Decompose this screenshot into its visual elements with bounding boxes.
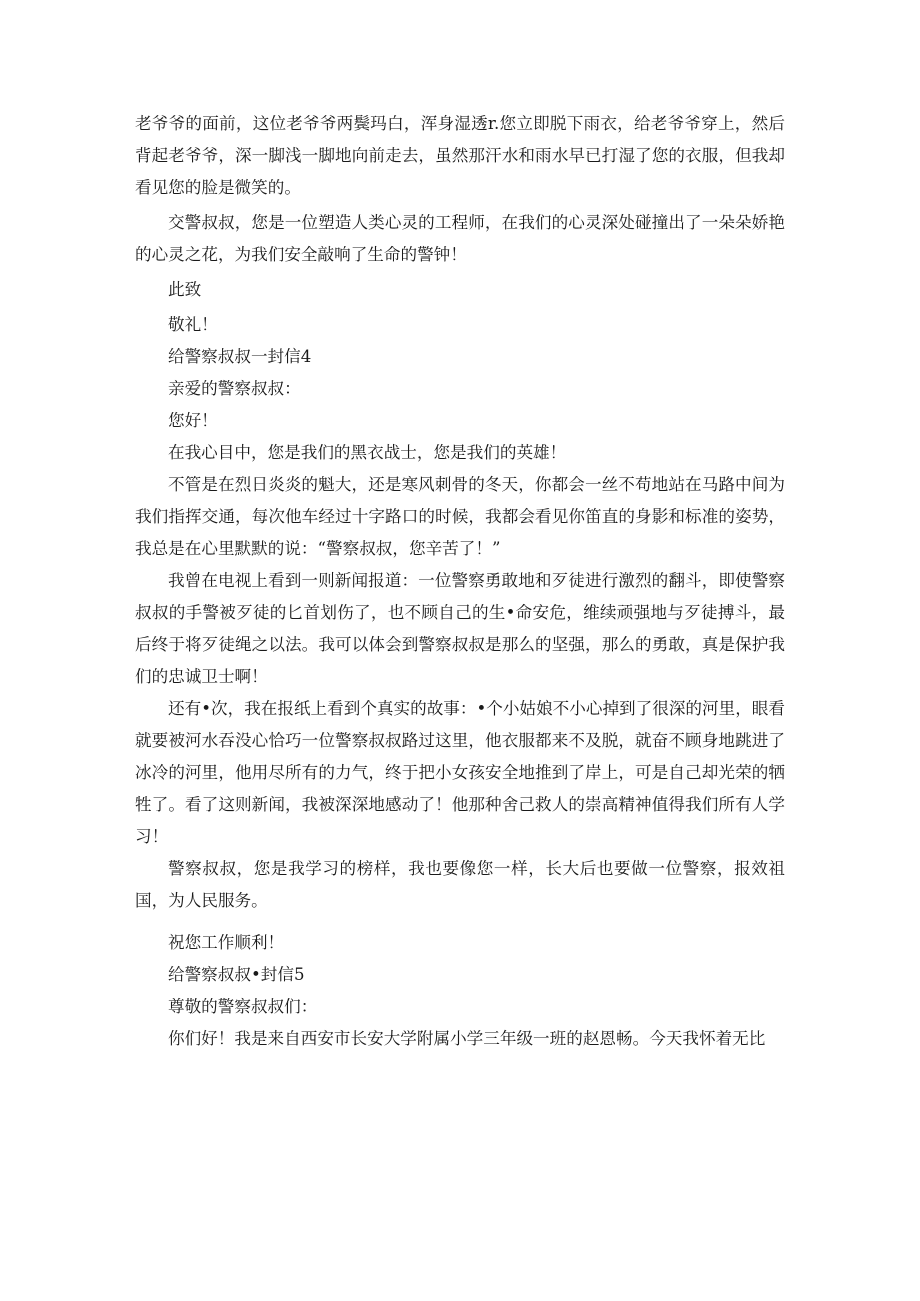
paragraph-rescue-story: 老爷爷的面前，这位老爷爷两鬓玛白，浑身湿透r.您立即脱下雨衣，给老爷爷穿上，然后背起老爷爷，深一脚浅一脚地向前走去，虽然那汗水和雨水早已打湿了您的衣服，但我却看见您的脸是微笑的。: [135, 114, 785, 197]
greeting-letter-4: 您好！: [168, 411, 218, 430]
paragraph-river-rescue: 还有•次，我在报纸上看到个真实的故事：•个小姑娘不小心掉到了很深的河里，眼看就要被河水吞没心恰巧一位警察叔叔路过这里，他衣服都来不及脱，就奋不顾身地跳进了冰冷的河里，他用尽所有的力气，终于把小女孩安全地推到了岸上，可是自己却光荣的牺牲了。看了这则新闻，我被深深地感动了！他那种舍己救人的崇高精神值得我们所有人学习！: [135, 699, 785, 846]
paragraph-news-report: 我曾在电视上看到一则新闻报道：一位警察勇敢地和歹徒进行激烈的翻斗，即使警察叔叔的手警被歹徒的匕首划伤了，也不顾自己的生•命安危，维续顽强地与歹徒搏斗，最后终于将歹徒绳之以法。我可以体会到警察叔叔是那么的坚强，那么的勇敢，真是保护我们的忠诚卫士啊！: [135, 571, 785, 686]
salutation-letter-4: 亲爱的警察叔叔：: [168, 379, 301, 398]
paragraph-engineer-praise: 交警叔叔，您是一位塑造人类心灵的工程师，在我们的心灵深处碰撞出了一朵朵娇艳的心灵之花，为我们安全敲响了生命的警钟！: [135, 213, 785, 264]
closing-wish: 祝您工作顺利！: [168, 933, 285, 952]
letter-title-5: 给警察叔叔•封信5: [168, 965, 305, 984]
salutation-letter-5: 尊敬的警察叔叔们：: [168, 997, 318, 1016]
paragraph-hero: 在我心目中，您是我们的黑衣战士，您是我们的英雄！: [168, 443, 567, 462]
paragraph-intro-letter-5: 你们好！我是来自西安市长安大学附属小学三年级一班的赵恩畅。今天我怀着无比: [168, 1029, 766, 1048]
closing-cizhi: 此致: [168, 280, 202, 299]
paragraph-role-model: 警察叔叔，您是我学习的榜样，我也要像您一样，长大后也要做一位警察，报效祖国，为人民服务。: [135, 859, 785, 910]
paragraph-traffic-duty: 不管是在烈日炎炎的魁大，还是寒风刺骨的冬天，你都会一丝不苟地站在马路中间为我们指挥交通，每次他车经过十字路口的时候，我都会看见你笛直的身影和标准的姿势，我总是在心里默默的说：“警察叔叔，您辛苦了！”: [135, 475, 785, 558]
letter-title-4: 给警察叔叔一封信4: [168, 347, 312, 366]
letter-document: [135, 108, 785, 1055]
closing-jingli: 敬礼！: [168, 315, 218, 334]
